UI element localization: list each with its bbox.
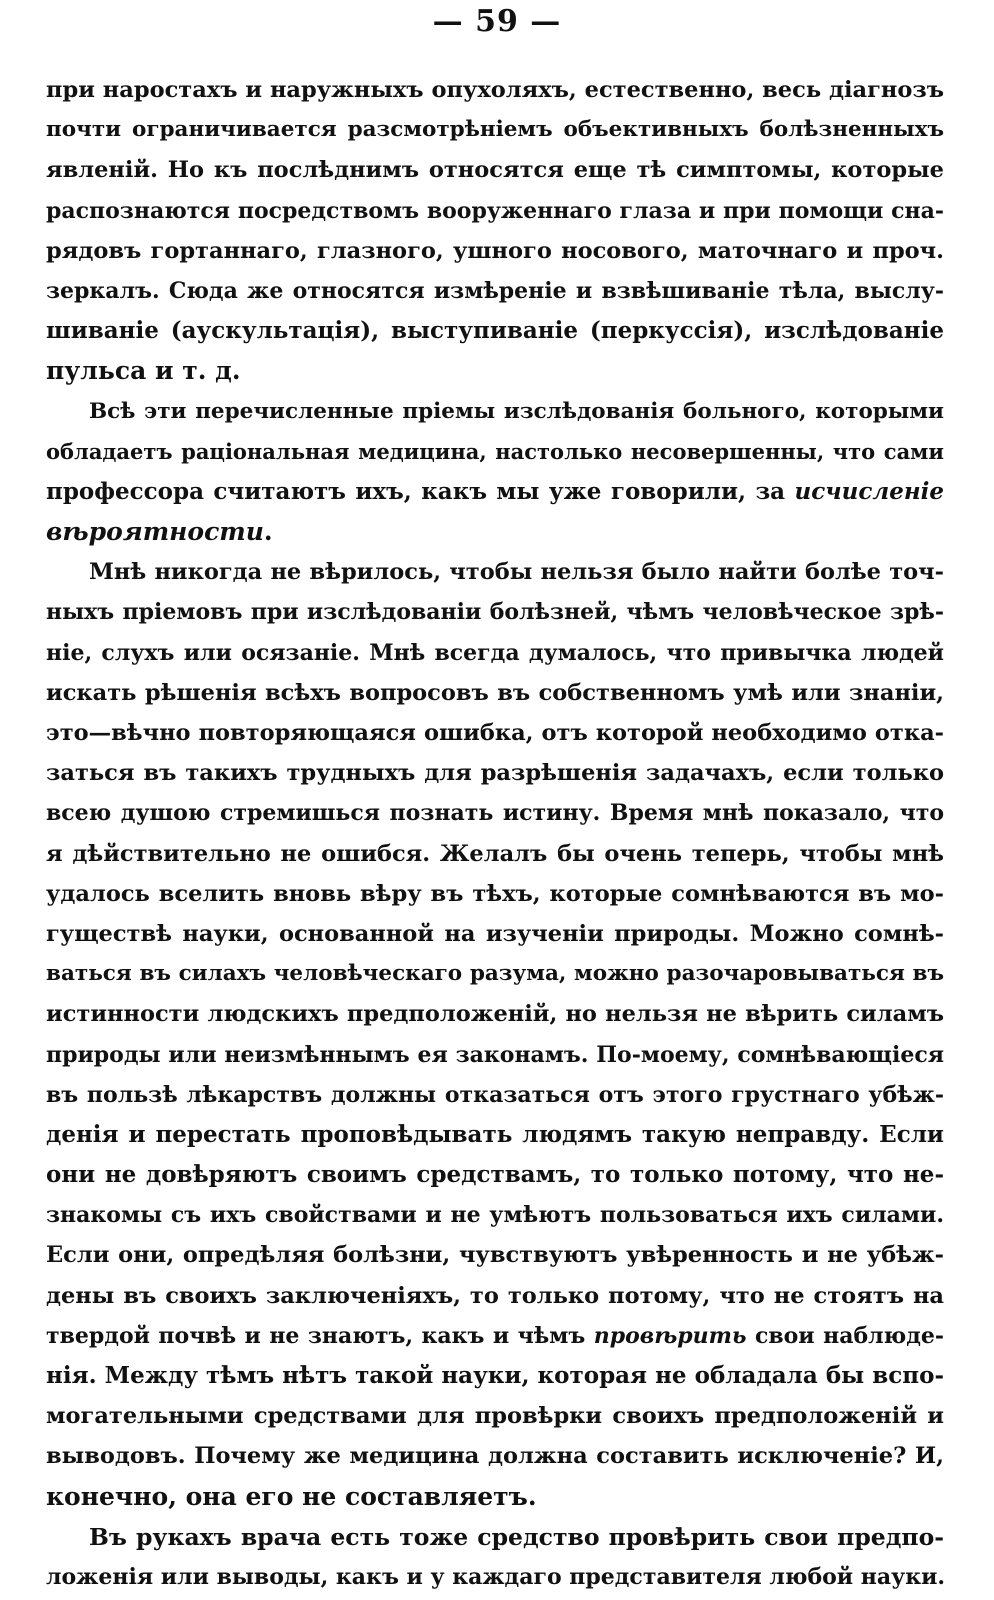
text-line: денія и перестать проповѣдывать людямъ такую неправду. Если	[46, 1120, 944, 1148]
italic-phrase: исчисленіе	[794, 477, 944, 505]
text-line: это—вѣчно повторяющаяся ошибка, отъ которой необходимо отка-	[46, 720, 944, 746]
text-line: ныхъ пріемовъ при изслѣдованіи болѣзней, чѣмъ человѣческое зрѣ-	[46, 599, 944, 626]
text-line: выводовъ. Почему же медицина должна составить исключеніе? И,	[46, 1443, 944, 1470]
page-number: — 59 —	[432, 4, 562, 39]
text-line: истинности людскихъ предположеній, но нельзя не вѣрить силамъ	[46, 1001, 944, 1028]
text-line: я дѣйствительно не ошибся. Желалъ бы очень теперь, чтобы мнѣ	[46, 840, 944, 867]
text-line: заться въ такихъ трудныхъ для разрѣшенія задачахъ, если только	[46, 760, 944, 787]
paragraph-1	[46, 70, 944, 392]
text-line: почти ограничивается разсмотрѣніемъ объективныхъ болѣзненныхъ	[46, 117, 944, 143]
text-line: ложенія или выводы, какъ и у каждаго представителя любой науки.	[46, 1563, 946, 1590]
text-line: могательными средствами для провѣрки своихъ предположеній и	[46, 1403, 944, 1430]
text-line: при наростахъ и наружныхъ опухоляхъ, естественно, весь діагнозъ	[46, 77, 944, 103]
text-line: обладаетъ раціональная медицина, настолько несовершенны, что сами	[46, 438, 944, 464]
text-line: Если они, опредѣляя болѣзни, чувствуютъ увѣренность и не убѣж-	[46, 1242, 944, 1269]
text-line: зеркалъ. Сюда же относятся измѣреніе и взвѣшиваніе тѣла, выслу-	[46, 277, 944, 304]
text-line: ніе, слухъ или осязаніе. Мнѣ всегда думалось, что привычка людей	[46, 639, 944, 666]
text-line: всею душою стремишься познать истину. Время мнѣ показало, что	[46, 800, 944, 827]
text-line: удалось вселить вновь вѣру въ тѣхъ, которые сомнѣваются въ мо-	[46, 880, 944, 907]
text-fragment: .	[263, 517, 273, 547]
text-line: пульса и т. д.	[46, 356, 241, 386]
text-line: дены въ своихъ заключеніяхъ, то только потому, что не стоятъ на	[46, 1282, 944, 1309]
italic-phrase: провѣрить	[593, 1322, 747, 1349]
text-line	[46, 472, 944, 512]
text-line: рядовъ гортаннаго, глазного, ушного носового, маточнаго и проч.	[46, 237, 944, 264]
text-line: Мнѣ никогда не вѣрилось, чтобы нельзя было найти болѣе точ-	[89, 559, 944, 586]
paragraph-3	[46, 552, 944, 1517]
text-line: конечно, она его не составляетъ.	[46, 1481, 537, 1511]
text-line: гуществѣ науки, основанной на изученіи природы. Можно сомнѣ-	[46, 920, 944, 947]
italic-phrase: вѣроятности	[46, 517, 264, 547]
text-line: явленій. Но къ послѣднимъ относятся еще тѣ симптомы, которые	[46, 157, 944, 184]
text-fragment: профессора считаютъ ихъ, какъ мы уже говорили, за	[46, 477, 786, 505]
text-line: они не довѣряютъ своимъ средствамъ, то только потому, что не-	[46, 1161, 944, 1189]
text-line: распознаются посредствомъ вооруженнаго глаза и при помощи сна-	[46, 197, 944, 224]
text-line: знакомы съ ихъ свойствами и не умѣютъ пользоваться ихъ силами.	[46, 1202, 944, 1229]
text-line: искать рѣшенія всѣхъ вопросовъ въ собственномъ умѣ или знаніи,	[46, 679, 944, 706]
text-line	[46, 1316, 944, 1356]
text-line: Всѣ эти перечисленные пріемы изслѣдованія больного, которыми	[89, 398, 944, 424]
text-line: шиваніе (аускультація), выступиваніе (перкуссія), изслѣдованіе	[46, 317, 944, 345]
text-line: ваться въ силахъ человѣческаго разума, можно разочаровываться въ	[46, 961, 944, 987]
text-fragment: свои наблюде-	[754, 1322, 944, 1349]
text-line: въ пользѣ лѣкарствъ должны отказаться отъ этого грустнаго убѣж-	[46, 1081, 944, 1108]
text-line: природы или неизмѣннымъ ея законамъ. По-моему, сомнѣвающіеся	[46, 1041, 944, 1068]
text-fragment: твердой почвѣ и не знаютъ, какъ и чѣмъ	[46, 1322, 586, 1349]
body-text	[46, 70, 944, 1597]
paragraph-4	[46, 1517, 944, 1597]
text-line	[46, 512, 944, 552]
paragraph-2	[46, 392, 944, 553]
text-line: Въ рукахъ врача есть тоже средство провѣрить свои предпо-	[89, 1522, 944, 1551]
text-line: нія. Между тѣмъ нѣтъ такой науки, которая не обладала бы вспо-	[46, 1362, 944, 1389]
